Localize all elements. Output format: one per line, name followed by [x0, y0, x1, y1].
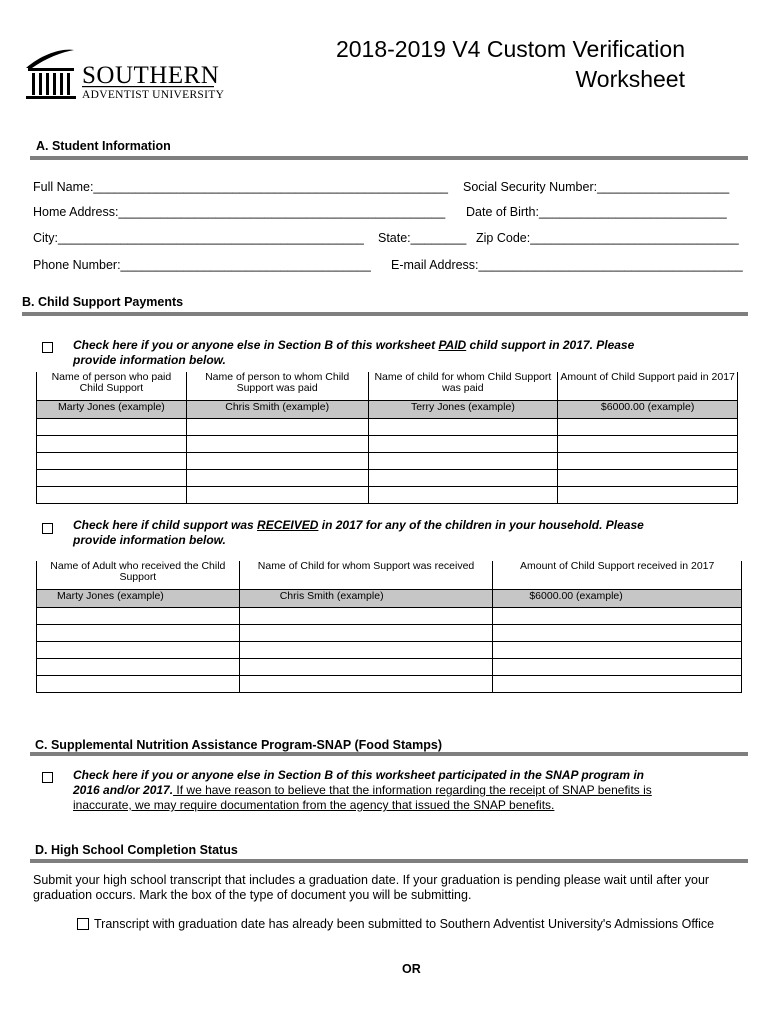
table-cell[interactable] [37, 642, 240, 659]
ssn-field[interactable]: Social Security Number:___________________ [463, 180, 730, 194]
table-cell[interactable] [37, 608, 240, 625]
phone-field[interactable]: Phone Number:____________________________________ [33, 258, 371, 272]
transcript-submitted-label: Transcript with graduation date has already been submitted to Southern Adventist University's Admissions Office [94, 917, 715, 931]
transcript-submitted-checkbox[interactable] [77, 918, 89, 930]
snap-checkbox[interactable] [42, 772, 53, 783]
example-row [37, 401, 738, 419]
table-cell[interactable] [368, 419, 558, 436]
received-child-support-label: Check here if child support was RECEIVED in 2017 for any of the children in your household. Please provide information below. [73, 518, 644, 547]
section-b-title: B. Child Support Payments [22, 295, 184, 309]
logo-name-line2: ADVENTIST UNIVERSITY [82, 89, 225, 101]
table-header-row [37, 561, 742, 590]
section-d-title: D. High School Completion Status [35, 843, 238, 857]
table-cell[interactable] [558, 419, 738, 436]
table-cell[interactable] [558, 470, 738, 487]
column-header: Name of child for whom Child Support was paid [368, 372, 558, 401]
section-d-rule [30, 859, 748, 863]
table-cell: Chris Smith (example) [186, 401, 368, 419]
column-header: Name of Adult who received the Child Support [37, 561, 240, 590]
table-cell: $6000.00 (example) [558, 401, 738, 419]
table-cell: Marty Jones (example) [37, 590, 240, 608]
table-cell[interactable] [558, 487, 738, 504]
paid-child-support-checkbox[interactable] [42, 342, 53, 353]
table-cell[interactable] [239, 642, 493, 659]
table-row [37, 625, 742, 642]
page-title [336, 34, 685, 94]
section-c-rule [30, 752, 748, 756]
snap-label: Check here if you or anyone else in Section B of this worksheet participated in the SNAP program in 2016 and/or 2017. If we have reason to believe that the information regarding the receipt of SNAP benefits is inaccurate, we may require documentation from the agency that issued the SNAP benefits. [73, 768, 652, 812]
table-row [37, 659, 742, 676]
table-cell[interactable] [558, 436, 738, 453]
section-b-rule [22, 312, 748, 316]
table-cell[interactable] [239, 659, 493, 676]
example-row [37, 590, 742, 608]
table-cell[interactable] [37, 487, 187, 504]
table-cell[interactable] [37, 676, 240, 693]
or-separator: OR [402, 962, 421, 976]
table-cell[interactable] [186, 453, 368, 470]
section-c-title: C. Supplemental Nutrition Assistance Program-SNAP (Food Stamps) [35, 738, 443, 752]
table-cell[interactable] [186, 470, 368, 487]
city-field[interactable]: City:____________________________________________ [33, 231, 364, 245]
paid-child-support-label: Check here if you or anyone else in Section B of this worksheet PAID child support in 2017. Please provide information below. [73, 338, 635, 367]
table-row [37, 470, 738, 487]
column-header: Amount of Child Support received in 2017 [493, 561, 742, 590]
table-cell[interactable] [239, 608, 493, 625]
email-field[interactable]: E-mail Address:______________________________________ [391, 258, 743, 272]
table-cell[interactable] [37, 470, 187, 487]
section-a-rule [30, 156, 748, 160]
table-row [37, 436, 738, 453]
table-cell[interactable] [493, 608, 742, 625]
title-line2: Worksheet [575, 66, 685, 92]
table-cell[interactable] [493, 625, 742, 642]
table-cell[interactable] [368, 453, 558, 470]
table-cell[interactable] [37, 625, 240, 642]
home-address-field[interactable]: Home Address:_______________________________________________ [33, 205, 446, 219]
logo-name-line1: SOUTHERN [82, 62, 220, 89]
section-d-instructions: Submit your high school transcript that includes a graduation date. If your graduation is pending please wait until after your graduation occurs. Mark the box of the type of document you will be submitting. [33, 873, 710, 902]
zip-field[interactable]: Zip Code:______________________________ [476, 231, 739, 245]
table-cell[interactable] [558, 453, 738, 470]
state-field[interactable]: State:________ [378, 231, 467, 245]
table-cell[interactable] [186, 436, 368, 453]
column-header: Name of person who paid Child Support [37, 372, 187, 401]
table-cell[interactable] [493, 659, 742, 676]
table-cell[interactable] [368, 436, 558, 453]
table-cell[interactable] [186, 487, 368, 504]
column-header: Name of Child for whom Support was received [239, 561, 493, 590]
table-row [37, 676, 742, 693]
table-cell: Marty Jones (example) [37, 401, 187, 419]
table-row [37, 487, 738, 504]
received-child-support-checkbox[interactable] [42, 523, 53, 534]
table-cell[interactable] [493, 676, 742, 693]
table-cell[interactable] [37, 436, 187, 453]
table-cell[interactable] [493, 642, 742, 659]
table-cell[interactable] [239, 676, 493, 693]
table-cell[interactable] [37, 453, 187, 470]
table-cell[interactable] [37, 659, 240, 676]
table-cell: Chris Smith (example) [239, 590, 493, 608]
received-child-support-table [36, 561, 742, 693]
column-header: Amount of Child Support paid in 2017 [558, 372, 738, 401]
table-cell: Terry Jones (example) [368, 401, 558, 419]
table-cell[interactable] [239, 625, 493, 642]
table-header-row [37, 372, 738, 401]
table-cell[interactable] [368, 470, 558, 487]
column-header: Name of person to whom Child Support was paid [186, 372, 368, 401]
table-row [37, 608, 742, 625]
table-cell[interactable] [37, 419, 187, 436]
dob-field[interactable]: Date of Birth:___________________________ [466, 205, 727, 219]
table-cell: $6000.00 (example) [493, 590, 742, 608]
paid-child-support-table [36, 372, 738, 504]
table-cell[interactable] [186, 419, 368, 436]
table-cell[interactable] [368, 487, 558, 504]
title-line1: 2018-2019 V4 Custom Verification [335, 36, 685, 62]
section-a-title: A. Student Information [36, 139, 171, 153]
table-row [37, 453, 738, 470]
table-row [37, 642, 742, 659]
full-name-field[interactable]: Full Name:___________________________________________________ [33, 180, 448, 194]
table-row [37, 419, 738, 436]
